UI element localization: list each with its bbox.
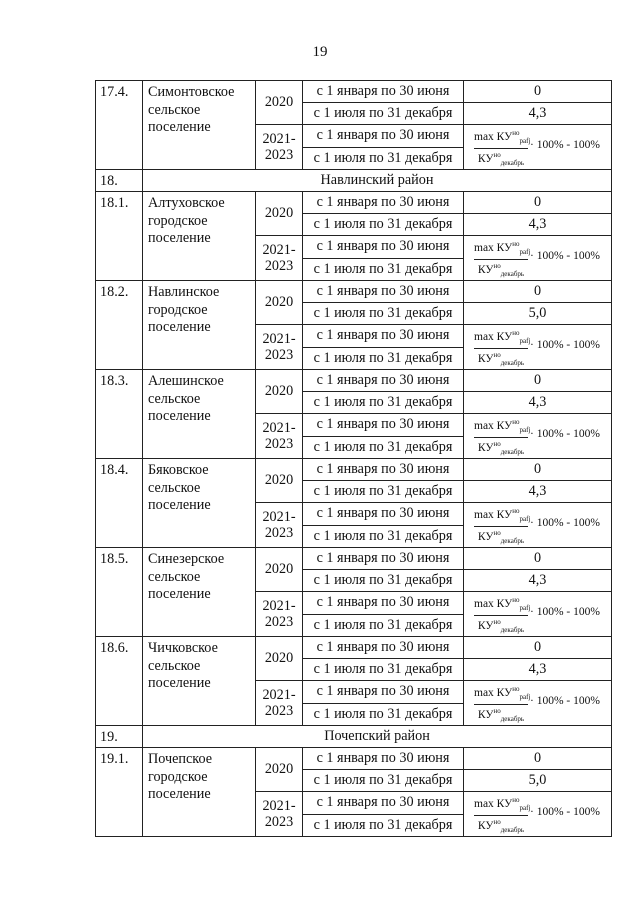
period-first-half: с 1 января по 30 июня	[303, 370, 464, 392]
period-second-half: с 1 июля по 31 декабря	[303, 525, 464, 548]
formula-denominator-sub: декабрь	[500, 626, 525, 635]
year-2021-2023	[256, 125, 303, 170]
formula-denominator-sub: декабрь	[500, 448, 525, 457]
formula-denominator	[474, 349, 528, 367]
formula	[464, 503, 611, 547]
settlement-number: 19.1.	[96, 748, 143, 837]
year-range-start: 2021-	[262, 687, 296, 703]
formula-cell	[464, 125, 612, 170]
period-second-half: с 1 июля по 31 декабря	[303, 258, 464, 281]
formula-fraction	[474, 329, 531, 368]
settlement-name-line: сельское	[148, 101, 201, 118]
formula-numerator-sub: pafj	[519, 248, 531, 257]
formula-denominator-sup: но	[493, 707, 501, 716]
settlement-number: 18.1.	[96, 192, 143, 281]
formula-suffix: · 100% - 100%	[530, 250, 600, 262]
formula	[464, 792, 611, 836]
formula-denominator-text: КУ	[477, 352, 494, 365]
settlement-name-line: сельское	[148, 479, 201, 496]
formula-cell	[464, 503, 612, 548]
period-first-half: с 1 января по 30 июня	[303, 681, 464, 704]
year-2020: 2020	[256, 192, 303, 236]
settlement-name	[143, 192, 256, 281]
formula-numerator-sub: pafj	[519, 604, 531, 613]
period-second-half: с 1 июля по 31 декабря	[303, 481, 464, 503]
table-row	[96, 637, 612, 659]
formula-numerator-text: max КУ	[474, 330, 513, 343]
formula-numerator	[474, 129, 531, 149]
year-range-end: 2023	[264, 147, 294, 163]
year-range-start: 2021-	[262, 420, 296, 436]
formula-denominator-sub: декабрь	[500, 359, 525, 368]
settlement-name-line: городское	[148, 212, 208, 229]
settlement-name	[143, 370, 256, 459]
formula-numerator-sub: pafj	[519, 804, 531, 813]
period-second-half: с 1 июля по 31 декабря	[303, 436, 464, 459]
formula-denominator-sup: но	[493, 618, 501, 627]
formula-cell	[464, 592, 612, 637]
settlement-number: 18.4.	[96, 459, 143, 548]
page-number: 19	[312, 44, 328, 60]
formula-denominator	[474, 816, 528, 834]
formula-denominator	[474, 705, 528, 723]
formula-numerator	[474, 240, 531, 260]
settlement-name	[143, 459, 256, 548]
settlement-name	[143, 637, 256, 726]
formula-numerator-sub: pafj	[519, 337, 531, 346]
year-2020: 2020	[256, 81, 303, 125]
period-second-half: с 1 июля по 31 декабря	[303, 303, 464, 325]
formula-fraction	[474, 240, 531, 279]
settlement-name-line: сельское	[148, 657, 201, 674]
formula-numerator-text: max КУ	[474, 130, 513, 143]
formula-numerator-sup: но	[512, 507, 520, 515]
period-second-half: с 1 июля по 31 декабря	[303, 614, 464, 637]
formula-denominator	[474, 260, 528, 278]
year-2021-2023	[256, 681, 303, 726]
formula-numerator-sup: но	[512, 685, 520, 693]
table-row	[96, 748, 612, 770]
formula-numerator-sup: но	[512, 796, 520, 804]
formula-numerator-sup: но	[512, 596, 520, 604]
district-row	[96, 726, 612, 748]
year-range-start: 2021-	[262, 598, 296, 614]
formula-fraction	[474, 796, 531, 835]
year-2020: 2020	[256, 370, 303, 414]
settlement-name-line: Симонтовское	[148, 84, 235, 100]
period-first-half: с 1 января по 30 июня	[303, 748, 464, 770]
value-first-half: 0	[464, 459, 612, 481]
period-first-half: с 1 января по 30 июня	[303, 81, 464, 103]
formula-numerator-sup: но	[512, 129, 520, 137]
formula	[464, 236, 611, 280]
value-second-half: 4,3	[464, 481, 612, 503]
year-range-start: 2021-	[262, 798, 296, 814]
formula-numerator-sup: но	[512, 240, 520, 248]
year-range-end: 2023	[264, 703, 294, 719]
table-row	[96, 281, 612, 303]
formula-numerator-sub: pafj	[519, 693, 531, 702]
settlement-number: 18.2.	[96, 281, 143, 370]
formula-fraction	[474, 418, 531, 457]
formula-numerator-text: max КУ	[474, 686, 513, 699]
period-first-half: с 1 января по 30 июня	[303, 459, 464, 481]
formula-cell	[464, 325, 612, 370]
year-2020: 2020	[256, 637, 303, 681]
value-first-half: 0	[464, 370, 612, 392]
value-second-half: 4,3	[464, 214, 612, 236]
period-first-half: с 1 января по 30 июня	[303, 414, 464, 437]
formula-fraction	[474, 685, 531, 724]
year-range-start: 2021-	[262, 509, 296, 525]
year-range-start: 2021-	[262, 242, 296, 258]
formula-suffix: · 100% - 100%	[530, 806, 600, 818]
formula-suffix: · 100% - 100%	[530, 606, 600, 618]
settlement-name-line: Почепское	[148, 751, 213, 767]
settlement-name-line: Алешинское	[148, 373, 224, 389]
year-range-start: 2021-	[262, 331, 296, 347]
formula-numerator-sup: но	[512, 418, 520, 426]
formula-denominator-text: КУ	[477, 263, 494, 276]
formula-denominator-text: КУ	[477, 819, 494, 832]
formula-numerator-text: max КУ	[474, 597, 513, 610]
district-title: Почепский район	[143, 726, 612, 748]
district-number: 19.	[96, 726, 143, 748]
period-second-half: с 1 июля по 31 декабря	[303, 659, 464, 681]
district-title: Навлинский район	[143, 170, 612, 192]
period-first-half: с 1 января по 30 июня	[303, 592, 464, 615]
year-range-end: 2023	[264, 614, 294, 630]
period-first-half: с 1 января по 30 июня	[303, 792, 464, 815]
formula-denominator-text: КУ	[477, 530, 494, 543]
formula-fraction	[474, 507, 531, 546]
settlement-name-line: поселение	[148, 586, 211, 602]
period-second-half: с 1 июля по 31 декабря	[303, 214, 464, 236]
period-second-half: с 1 июля по 31 декабря	[303, 147, 464, 170]
formula-numerator	[474, 507, 531, 527]
year-range-end: 2023	[264, 436, 294, 452]
formula-fraction	[474, 129, 531, 168]
settlement-name-line: городское	[148, 301, 208, 318]
period-second-half: с 1 июля по 31 декабря	[303, 703, 464, 726]
year-range-start: 2021-	[262, 131, 296, 147]
settlement-name-line: сельское	[148, 568, 201, 585]
formula-suffix: · 100% - 100%	[530, 695, 600, 707]
year-2020: 2020	[256, 281, 303, 325]
value-second-half: 4,3	[464, 659, 612, 681]
period-first-half: с 1 января по 30 июня	[303, 503, 464, 526]
period-first-half: с 1 января по 30 июня	[303, 125, 464, 148]
settlement-name-line: Алтуховское	[148, 195, 225, 211]
value-first-half: 0	[464, 81, 612, 103]
settlement-name-line: Навлинское	[148, 284, 220, 300]
formula-numerator-text: max КУ	[474, 419, 513, 432]
formula-suffix: · 100% - 100%	[530, 428, 600, 440]
formula-numerator	[474, 329, 531, 349]
formula-numerator-sub: pafj	[519, 515, 531, 524]
period-first-half: с 1 января по 30 июня	[303, 281, 464, 303]
formula-denominator-text: КУ	[477, 619, 494, 632]
year-2020: 2020	[256, 459, 303, 503]
formula-denominator-sub: декабрь	[500, 159, 525, 168]
period-second-half: с 1 июля по 31 декабря	[303, 770, 464, 792]
settlement-number: 18.3.	[96, 370, 143, 459]
table-row	[96, 81, 612, 103]
formula-fraction	[474, 596, 531, 635]
period-second-half: с 1 июля по 31 декабря	[303, 570, 464, 592]
period-second-half: с 1 июля по 31 декабря	[303, 814, 464, 837]
year-2020: 2020	[256, 548, 303, 592]
settlement-number: 17.4.	[96, 81, 143, 170]
formula-denominator-text: КУ	[477, 152, 494, 165]
formula-suffix: · 100% - 100%	[530, 339, 600, 351]
value-first-half: 0	[464, 748, 612, 770]
period-first-half: с 1 января по 30 июня	[303, 325, 464, 348]
value-second-half: 5,0	[464, 303, 612, 325]
year-2020: 2020	[256, 748, 303, 792]
settlement-name-line: поселение	[148, 497, 211, 513]
formula-cell	[464, 681, 612, 726]
formula-denominator-sub: декабрь	[500, 826, 525, 835]
settlement-name-line: поселение	[148, 408, 211, 424]
settlement-name-line: поселение	[148, 230, 211, 246]
formula-denominator	[474, 527, 528, 545]
year-range-end: 2023	[264, 814, 294, 830]
year-2021-2023	[256, 592, 303, 637]
formula-denominator-sup: но	[493, 440, 501, 449]
formula-numerator-text: max КУ	[474, 241, 513, 254]
year-2021-2023	[256, 503, 303, 548]
formula-denominator	[474, 438, 528, 456]
formula-denominator-text: КУ	[477, 441, 494, 454]
value-first-half: 0	[464, 548, 612, 570]
formula-numerator	[474, 596, 531, 616]
formula-denominator-sup: но	[493, 262, 501, 271]
formula-numerator-sup: но	[512, 329, 520, 337]
formula-denominator-sup: но	[493, 351, 501, 360]
value-first-half: 0	[464, 281, 612, 303]
formula	[464, 125, 611, 169]
settlement-number: 18.6.	[96, 637, 143, 726]
settlement-name-line: Синезерское	[148, 551, 225, 567]
settlement-name	[143, 748, 256, 837]
formula	[464, 681, 611, 725]
year-range-end: 2023	[264, 525, 294, 541]
formula	[464, 325, 611, 369]
table-row	[96, 548, 612, 570]
year-2021-2023	[256, 236, 303, 281]
formula-denominator-sub: декабрь	[500, 537, 525, 546]
period-first-half: с 1 января по 30 июня	[303, 637, 464, 659]
formula-denominator-text: КУ	[477, 708, 494, 721]
year-2021-2023	[256, 325, 303, 370]
year-2021-2023	[256, 414, 303, 459]
formula-numerator	[474, 418, 531, 438]
table-row	[96, 192, 612, 214]
year-range-end: 2023	[264, 258, 294, 274]
formula-numerator-sub: pafj	[519, 426, 531, 435]
settlement-name	[143, 548, 256, 637]
table-row	[96, 459, 612, 481]
settlement-name-line: поселение	[148, 319, 211, 335]
period-first-half: с 1 января по 30 июня	[303, 548, 464, 570]
formula-denominator-sup: но	[493, 151, 501, 160]
settlement-name-line: сельское	[148, 390, 201, 407]
value-second-half: 5,0	[464, 770, 612, 792]
formula-cell	[464, 414, 612, 459]
settlement-name	[143, 81, 256, 170]
formula-numerator-sub: pafj	[519, 137, 531, 146]
formula-denominator	[474, 616, 528, 634]
district-row	[96, 170, 612, 192]
period-second-half: с 1 июля по 31 декабря	[303, 392, 464, 414]
formula-numerator	[474, 796, 531, 816]
year-2021-2023	[256, 792, 303, 837]
tariff-table	[95, 80, 612, 837]
value-second-half: 4,3	[464, 570, 612, 592]
formula-cell	[464, 236, 612, 281]
period-second-half: с 1 июля по 31 декабря	[303, 347, 464, 370]
formula	[464, 592, 611, 636]
period-second-half: с 1 июля по 31 декабря	[303, 103, 464, 125]
formula-suffix: · 100% - 100%	[530, 139, 600, 151]
year-range-end: 2023	[264, 347, 294, 363]
formula-denominator-sup: но	[493, 818, 501, 827]
formula-denominator-sub: декабрь	[500, 270, 525, 279]
settlement-name-line: поселение	[148, 119, 211, 135]
period-first-half: с 1 января по 30 июня	[303, 236, 464, 259]
period-first-half: с 1 января по 30 июня	[303, 192, 464, 214]
value-first-half: 0	[464, 637, 612, 659]
district-number: 18.	[96, 170, 143, 192]
value-second-half: 4,3	[464, 103, 612, 125]
formula-cell	[464, 792, 612, 837]
settlement-name-line: поселение	[148, 786, 211, 802]
formula-suffix: · 100% - 100%	[530, 517, 600, 529]
settlement-number: 18.5.	[96, 548, 143, 637]
settlement-name-line: городское	[148, 768, 208, 785]
table-row	[96, 370, 612, 392]
formula-denominator-sub: декабрь	[500, 715, 525, 724]
settlement-name-line: Бяковское	[148, 462, 209, 478]
formula-denominator-sup: но	[493, 529, 501, 538]
formula-numerator-text: max КУ	[474, 508, 513, 521]
formula	[464, 414, 611, 458]
value-first-half: 0	[464, 192, 612, 214]
settlement-name-line: поселение	[148, 675, 211, 691]
settlement-name	[143, 281, 256, 370]
formula-numerator	[474, 685, 531, 705]
settlement-name-line: Чичковское	[148, 640, 218, 656]
formula-denominator	[474, 149, 528, 167]
formula-numerator-text: max КУ	[474, 797, 513, 810]
value-second-half: 4,3	[464, 392, 612, 414]
